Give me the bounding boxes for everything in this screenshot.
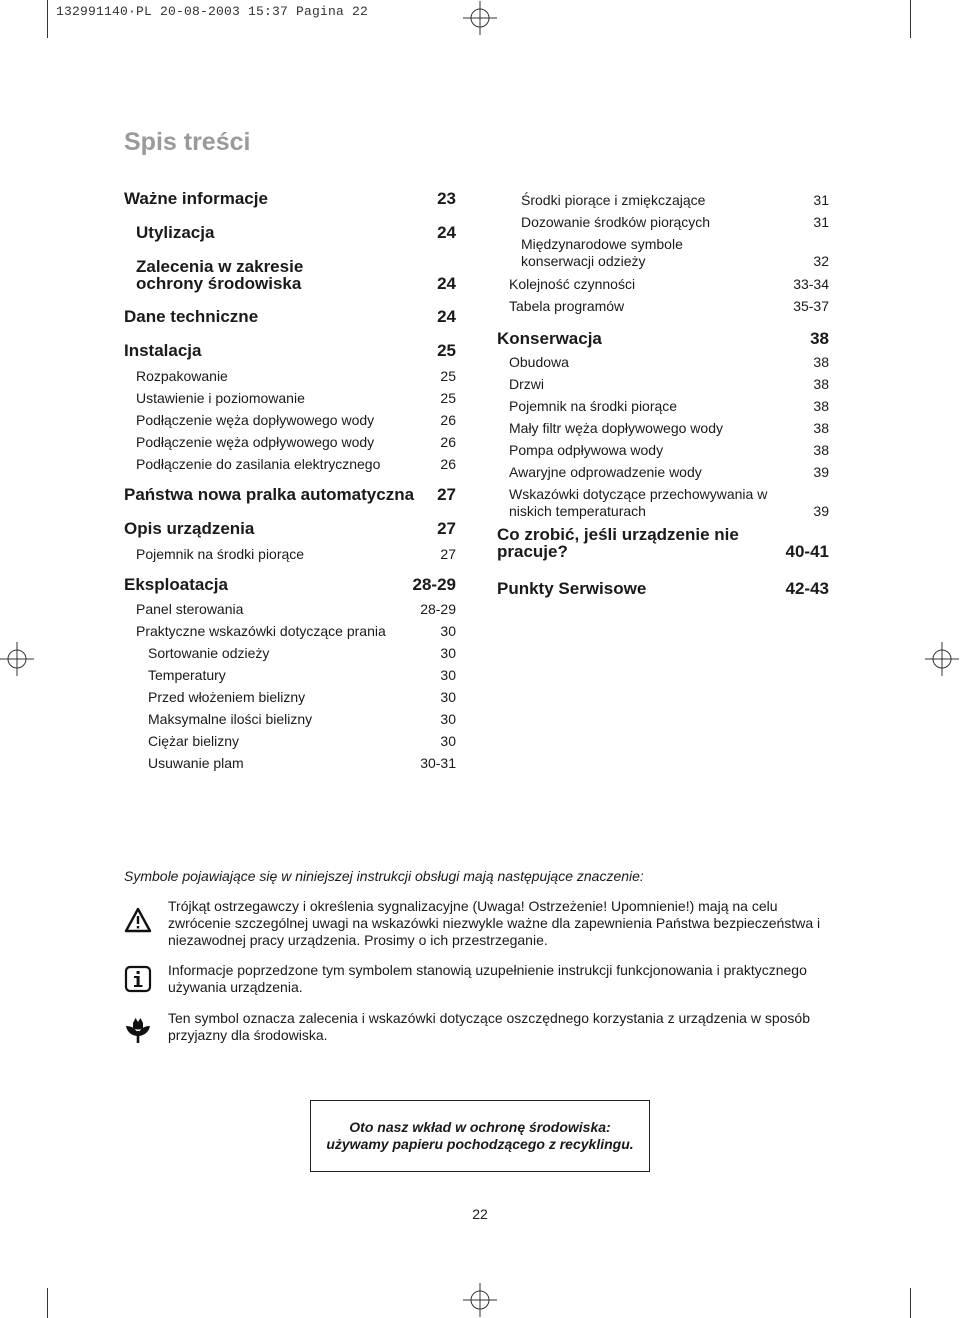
toc-entry [124, 711, 456, 728]
toc-entry-title: Podłączenie węża odpływowego wody [136, 434, 375, 450]
toc-entry-title: Usuwanie plam [148, 755, 244, 771]
toc-entry-page: 38 [813, 354, 829, 370]
toc-entry-page: 30 [440, 667, 456, 683]
toc-entry-page: 30 [440, 733, 456, 749]
toc-entry-title: Pojemnik na środki piorące [136, 546, 305, 562]
toc-entry-page: 32 [813, 253, 829, 269]
toc-entry-title: Dozowanie środków piorących [521, 214, 711, 230]
toc-entry [124, 190, 456, 207]
toc-entry [124, 486, 456, 503]
toc-entry-page: 23 [437, 189, 456, 208]
recycling-note-text: Oto nasz wkład w ochronę środowiska: używamy papieru pochodzącego z recyklingu. [326, 1119, 634, 1152]
toc-entry-title: Sortowanie odzieży [148, 645, 270, 661]
toc-entry [124, 645, 456, 662]
registration-mark-icon [925, 642, 959, 676]
toc-entry-title: Mały filtr węża dopływowego wody [509, 420, 723, 436]
toc-entry-page: 25 [437, 341, 456, 360]
symbol-warning-text: Trójkąt ostrzegawczy i określenia sygnalizacyjne (Uwaga! Ostrzeżenie! Upomnienie!) mają na celu zwrócenie szczególnej uwagi na wskazówki niezwykle ważne dla zapewnienia Państwa bezpieczeństwa i niezawodnej pracy urządzenia. Prosimy o ich przestrzeganie. [168, 898, 821, 948]
toc-entry [124, 308, 456, 325]
toc-entry-title: Rozpakowanie [136, 368, 228, 384]
toc-entry-title: Ciężar bielizny [148, 733, 240, 749]
symbols-section [124, 868, 832, 1043]
toc-entry [124, 224, 456, 241]
toc-entry [497, 420, 829, 437]
toc-entry-page: 30 [440, 623, 456, 639]
toc-entry [124, 733, 456, 750]
toc-entry [124, 576, 456, 593]
toc-entry-title: Eksploatacja [124, 575, 228, 594]
toc-entry-page: 38 [813, 442, 829, 458]
toc-entry-title: Praktyczne wskazówki dotyczące prania [136, 623, 386, 639]
toc-entry-title: Obudowa [509, 354, 569, 370]
toc-entry [124, 601, 456, 618]
toc-entry-title: Temperatury [148, 667, 226, 683]
toc-entry-page: 25 [440, 368, 456, 384]
toc-entry-title: Konserwacja [497, 329, 602, 348]
toc-entry-title: Maksymalne ilości bielizny [148, 711, 313, 727]
registration-mark-icon [463, 1283, 497, 1317]
toc-entry-title: Państwa nowa pralka automatyczna [124, 485, 415, 504]
registration-mark-icon [463, 1, 497, 35]
toc-entry-title: Co zrobić, jeśli urządzenie nie pracuje? [497, 525, 739, 561]
toc-entry [497, 354, 829, 371]
toc-entry-page: 39 [813, 503, 829, 519]
toc-entry-page: 30 [440, 645, 456, 661]
toc-entry [124, 520, 456, 537]
toc-entry [124, 434, 456, 451]
toc-entry-title: Ustawienie i poziomowanie [136, 390, 305, 406]
toc-entry [497, 192, 829, 209]
toc-entry-page: 38 [813, 420, 829, 436]
toc-entry [497, 464, 829, 481]
toc-entry-title: Podłączenie węża dopływowego wody [136, 412, 375, 428]
print-header-mark: 132991140·PL 20-08-2003 15:37 Pagina 22 [56, 4, 369, 19]
toc-entry-title: Punkty Serwisowe [497, 579, 647, 598]
toc-entry [124, 755, 456, 772]
toc-entry-title: Wskazówki dotyczące przechowywania w niskich temperaturach [509, 486, 768, 519]
toc-entry [124, 456, 456, 473]
toc-entry [497, 276, 829, 293]
crop-mark [47, 1288, 48, 1318]
toc-entry-page: 27 [437, 519, 456, 538]
toc-entry-page: 28-29 [412, 575, 456, 594]
toc-entry-page: 39 [813, 464, 829, 480]
toc-entry-page: 30 [440, 689, 456, 705]
toc-entry [124, 412, 456, 429]
crop-mark [910, 0, 911, 38]
registration-mark-icon [0, 642, 34, 676]
toc-entry-page: 38 [813, 376, 829, 392]
toc-entry [497, 376, 829, 393]
toc-entry-page: 33-34 [793, 276, 829, 292]
toc-entry-page: 28-29 [420, 601, 456, 617]
toc-entry-page: 27 [437, 485, 456, 504]
toc-entry-title: Drzwi [509, 376, 544, 392]
toc-entry-page: 26 [440, 456, 456, 472]
toc-entry [497, 486, 829, 520]
toc-entry-page: 40-41 [785, 542, 829, 561]
toc-entry-title: Tabela programów [509, 298, 625, 314]
page-title: Spis treści [124, 128, 251, 156]
toc-entry-title: Instalacja [124, 341, 202, 360]
toc-entry-title: Dane techniczne [124, 307, 259, 326]
toc-entry-title: Utylizacja [136, 223, 215, 242]
toc-entry-page: 24 [437, 307, 456, 326]
toc-entry-title: Kolejność czynności [509, 276, 636, 292]
toc-entry-page: 31 [813, 214, 829, 230]
toc-entry-page: 31 [813, 192, 829, 208]
toc-entry [124, 546, 456, 563]
crop-mark [910, 1288, 911, 1318]
toc-entry-title: Przed włożeniem bielizny [148, 689, 306, 705]
toc-entry [124, 390, 456, 407]
toc-entry-title: Międzynarodowe symbole konserwacji odzieży [521, 236, 683, 269]
toc-entry-page: 26 [440, 412, 456, 428]
toc-entry-page: 25 [440, 390, 456, 406]
toc-entry-title: Pojemnik na środki piorące [509, 398, 678, 414]
toc-entry-title: Awaryjne odprowadzenie wody [509, 464, 702, 480]
toc-entry [124, 689, 456, 706]
toc-entry [124, 368, 456, 385]
toc-entry [124, 342, 456, 359]
crop-mark [47, 0, 48, 38]
toc-entry-page: 30 [440, 711, 456, 727]
toc-entry [497, 442, 829, 459]
toc-entry-page: 38 [813, 398, 829, 414]
toc-entry-page: 35-37 [793, 298, 829, 314]
toc-entry [124, 667, 456, 684]
toc-entry-title: Ważne informacje [124, 189, 268, 208]
toc-entry-page: 30-31 [420, 755, 456, 771]
toc-entry-title: Zalecenia w zakresie ochrony środowiska [136, 257, 304, 293]
toc-entry-title: Pompa odpływowa wody [509, 442, 664, 458]
toc-entry-page: 26 [440, 434, 456, 450]
toc-entry [497, 236, 829, 270]
toc-entry-page: 27 [440, 546, 456, 562]
toc-entry-title: Środki piorące i zmiękczające [521, 192, 706, 208]
toc-entry [497, 526, 829, 560]
toc-entry [124, 258, 456, 292]
toc-entry-title: Opis urządzenia [124, 519, 255, 538]
toc-entry-page: 24 [437, 223, 456, 242]
toc-entry-page: 38 [810, 329, 829, 348]
toc-entry [497, 580, 829, 597]
toc-entry-title: Panel sterowania [136, 601, 244, 617]
toc-entry [497, 298, 829, 315]
toc-entry-page: 42-43 [785, 579, 829, 598]
symbol-environment-text: Ten symbol oznacza zalecenia i wskazówki dotyczące oszczędnego korzystania z urządzenia w sposób przyjazny dla środowiska. [168, 1010, 810, 1043]
toc-entry [124, 623, 456, 640]
toc-entry-title: Podłączenie do zasilania elektrycznego [136, 456, 381, 472]
toc-entry [497, 214, 829, 231]
symbol-info-text: Informacje poprzedzone tym symbolem stanowią uzupełnienie instrukcji funkcjonowania i praktycznego używania urządzenia. [168, 962, 807, 995]
page-number: 22 [472, 1206, 488, 1222]
recycling-note-box [310, 1100, 650, 1172]
toc-entry [497, 398, 829, 415]
toc-entry [497, 330, 829, 347]
environment-flower-icon [124, 1016, 152, 1044]
toc-entry-page: 24 [437, 274, 456, 293]
symbols-intro: Symbole pojawiające się w niniejszej instrukcji obsługi mają następujące znaczenie: [124, 868, 644, 884]
info-icon [124, 965, 152, 993]
warning-triangle-icon [124, 906, 152, 934]
